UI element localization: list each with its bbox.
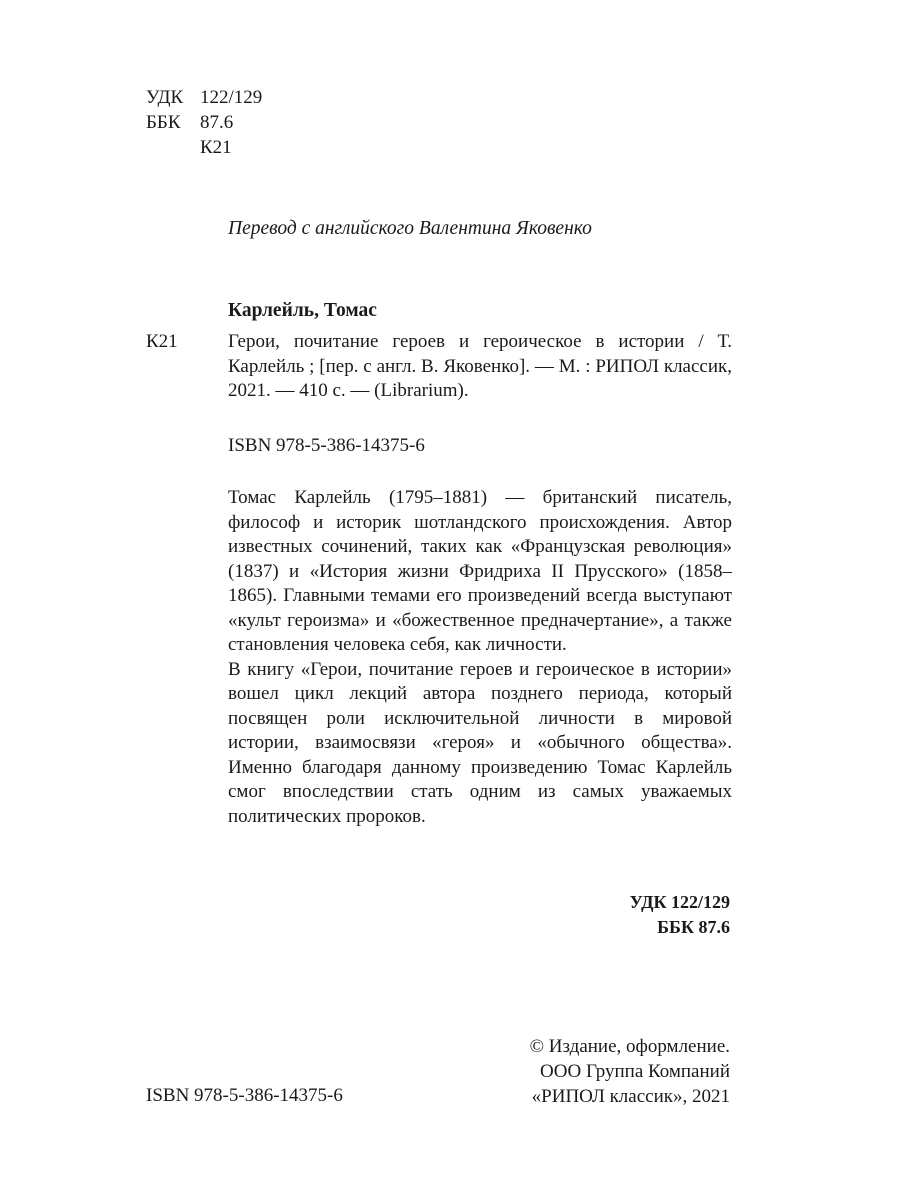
udk-code-right: УДК 122/129: [629, 892, 730, 912]
copyright-line-2: ООО Группа Компаний: [540, 1061, 730, 1082]
bbk-row: [146, 111, 262, 136]
udk-value: 122/129: [200, 87, 263, 108]
bbk-label: ББК: [146, 112, 181, 133]
author-heading: Карлейль, Томас: [228, 300, 377, 321]
annotation-paragraph-2: В книгу «Герои, почитание героев и героическое в истории» вошел цикл лекций автора позднего периода, который посвящен роли исключительной личности в мировой истории, взаимосвязи «героя» и «обычного общества». Именно благодаря данному произведению Томас Карлейль смог впоследствии стать одним из самых уважаемых политических пророков.: [228, 658, 732, 827]
translator-note: Перевод с английского Валентина Яковенко: [228, 218, 592, 239]
classification-block: [146, 86, 262, 161]
codes-right-block: [630, 890, 730, 940]
cutter-mark: К21: [146, 331, 178, 352]
bbk-code-right: ББК 87.6: [657, 917, 730, 937]
annotation: [228, 486, 732, 829]
isbn-bottom: ISBN 978-5-386-14375-6: [146, 1085, 343, 1106]
udk-label: УДК: [146, 87, 184, 108]
copyright-block: [530, 1034, 730, 1109]
annotation-paragraph-1: Томас Карлейль (1795–1881) — британский писатель, философ и историк шотландского происхождения. Автор известных сочинений, таких как «Французская революция» (1837) и «История жизни Фридриха II Прусского» (1858–1865). Главными темами его произведений всегда выступают «культ героизма» и «божественное предначертание», а также становления человека себя, как личности.: [228, 487, 732, 655]
bbk-value: 87.6: [200, 112, 234, 133]
isbn-main: ISBN 978-5-386-14375-6: [228, 435, 425, 456]
bibliographic-record: Герои, почитание героев и героическое в истории / Т. Карлейль ; [пер. с англ. В. Яковенко]. — М. : РИПОЛ классик, 2021. — 410 с. — (Librarium).: [228, 331, 732, 401]
cutter-value: К21: [200, 137, 232, 158]
copyright-line-1: © Издание, оформление.: [529, 1036, 730, 1057]
cutter-row: [146, 136, 262, 161]
udk-row: [146, 86, 262, 111]
copyright-line-3: «РИПОЛ классик», 2021: [531, 1086, 730, 1107]
